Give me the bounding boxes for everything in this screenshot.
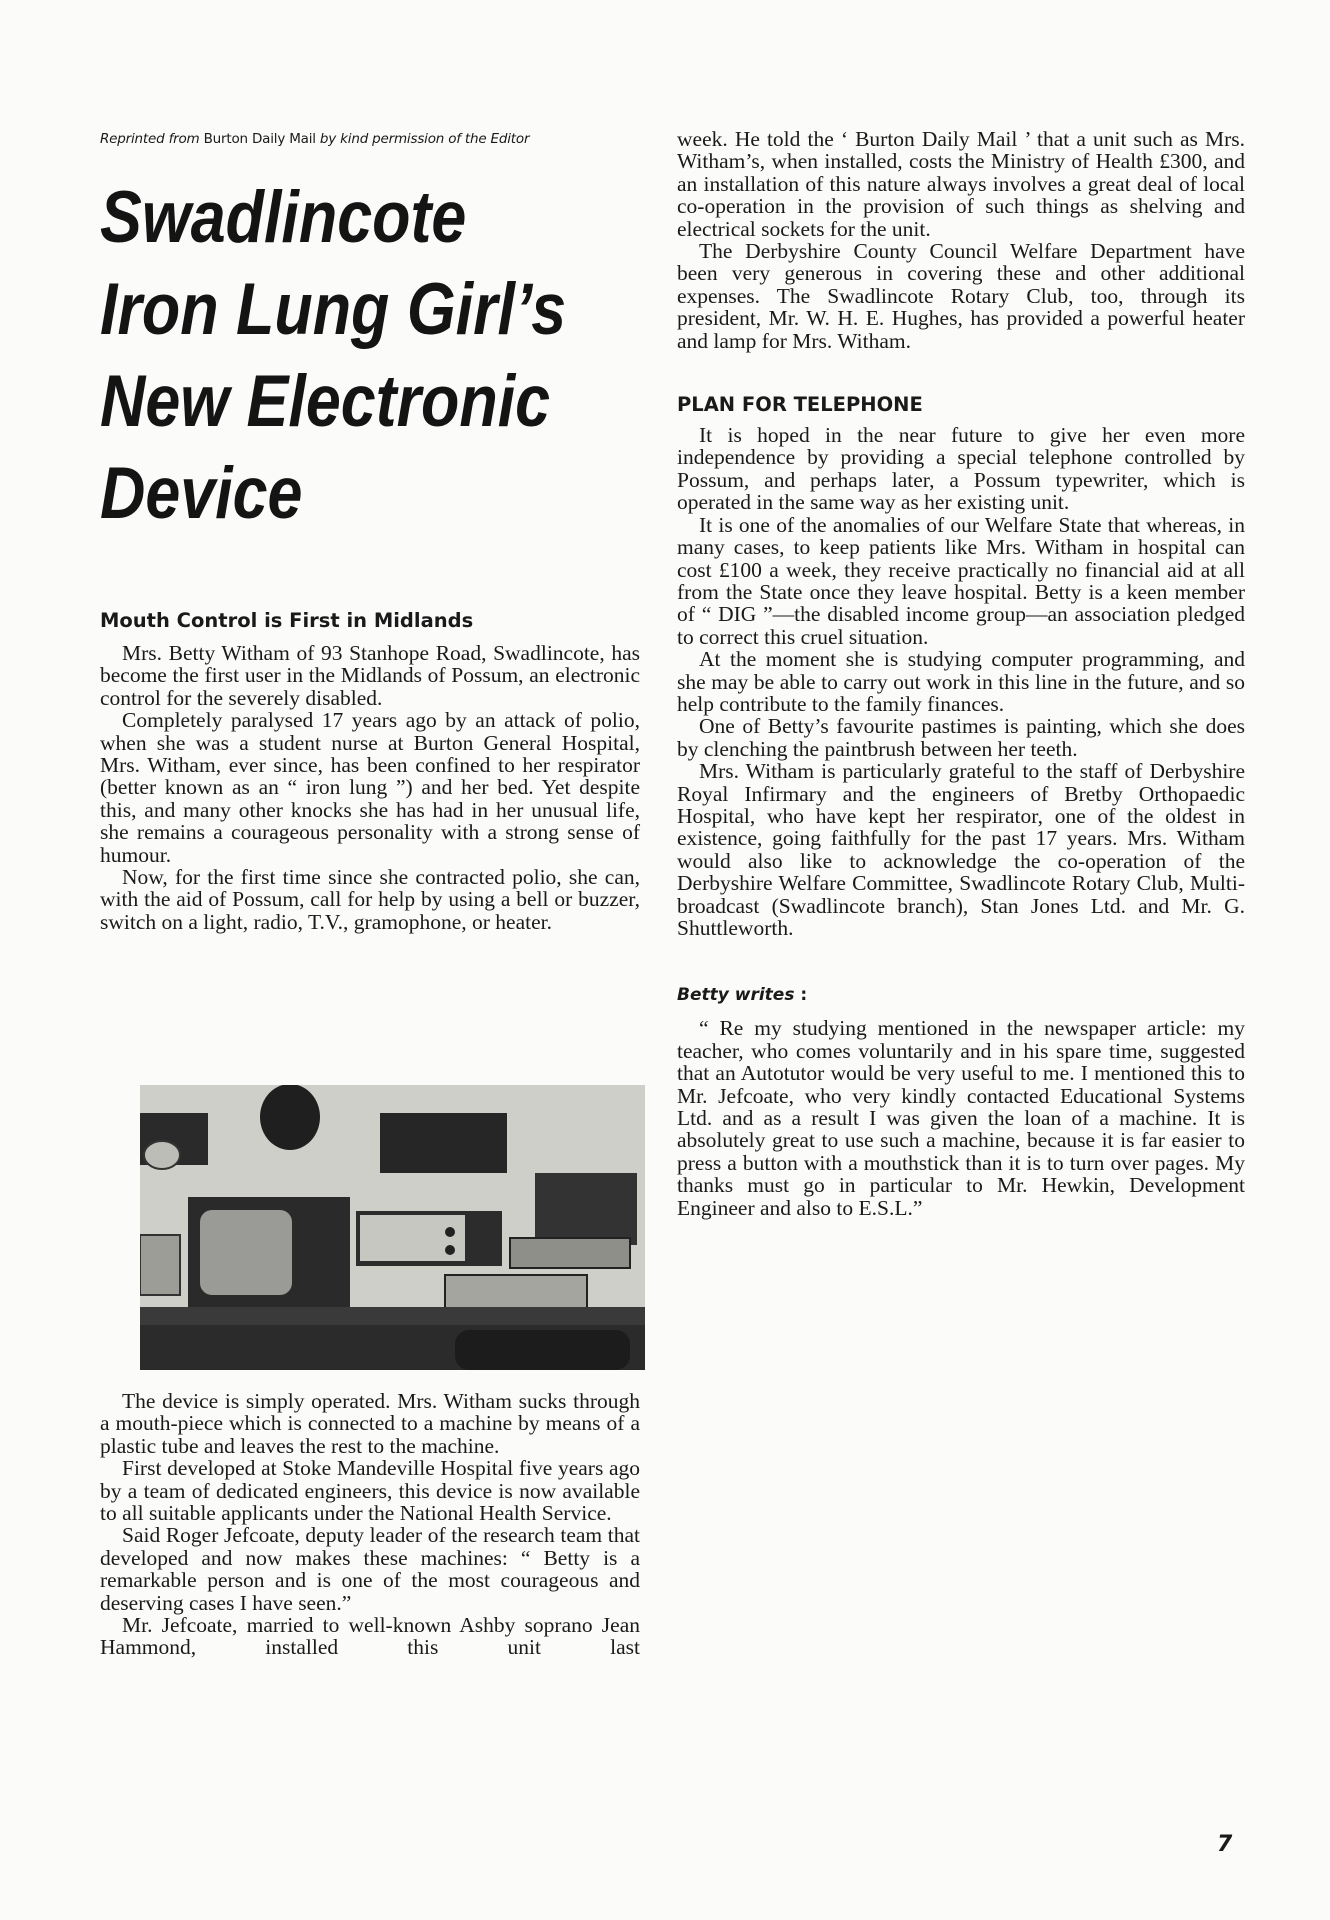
device-photo xyxy=(140,1085,645,1370)
paragraph: First developed at Stoke Mandeville Hospital five years ago by a team of dedicated engineers, this device is now available to all suitable applicants under the National Health Service. xyxy=(100,1456,640,1526)
paragraph: The device is simply operated. Mrs. Witham sucks through a mouth-piece which is connected to a machine by means of a plastic tube and leaves the rest to the machine. xyxy=(100,1389,640,1458)
paragraph: “ Re my studying mentioned in the newspaper article: my teacher, who comes voluntarily and in his spare time, suggested that an Autotutor would be very useful to me. I mentioned this to Mr. Jefcoate, who very kindly contacted Educational Systems Ltd. and as a result I was given the loan of a machine. It is absolutely great to use such a machine, because it is far easier to press a button with a mouthstick than it is to turn over pages. My thanks must go in particular to Mr. Hewkin, Development Engineer and also to E.S.L.” xyxy=(677,1016,1245,1220)
betty-quote xyxy=(677,1017,1245,1219)
paragraph: At the moment she is studying computer programming, and she may be able to carry out work in this line in the future, and so help contribute to the family finances. xyxy=(677,647,1245,716)
article-body-right-top xyxy=(677,128,1245,352)
paragraph: One of Betty’s favourite pastimes is painting, which she does by clenching the paintbrush between her teeth. xyxy=(677,714,1245,761)
paragraph: Said Roger Jefcoate, deputy leader of the research team that developed and now makes these machines: “ Betty is a remarkable person and is one of the most courageous and deserving cases I have seen.” xyxy=(100,1523,640,1615)
record-player-lid xyxy=(535,1173,637,1245)
paragraph: The Derbyshire County Council Welfare Department have been very generous in covering these and other additional expenses. The Swadlincote Rotary Club, too, through its president, Mr. W. H. E. Hughes, has provided a powerful heater and lamp for Mrs. Witham. xyxy=(677,239,1245,353)
article-body-left-bottom xyxy=(100,1390,640,1659)
section-heading: PLAN FOR TELEPHONE xyxy=(677,393,923,417)
article-body-left-top xyxy=(100,642,640,933)
lamp-shade xyxy=(144,1141,180,1169)
reprint-credit xyxy=(100,128,640,150)
wall-picture-right xyxy=(380,1113,507,1173)
right-column xyxy=(677,128,1245,1219)
credit-prefix: Reprinted from xyxy=(100,131,204,147)
subheading: Mouth Control is First in Midlands xyxy=(100,609,474,632)
paragraph: Now, for the first time since she contracted polio, she can, with the aid of Possum, call for help by using a bell or buzzer, switch on a light, radio, T.V., gramophone, or heater. xyxy=(100,865,640,934)
betty-writes-colon: : xyxy=(794,985,808,1006)
headline-line: Iron Lung Girl’s xyxy=(100,269,567,350)
headline-line: Swadlincote xyxy=(100,177,467,258)
left-column-bottom xyxy=(100,1390,640,1659)
paragraph: week. He told the ‘ Burton Daily Mail ’ that a unit such as Mrs. Witham’s, when installed, costs the Ministry of Health £300, and an installation of this nature always involves a great deal of local co-operation in the provision of such things as shelving and electrical sockets for the unit. xyxy=(677,127,1245,241)
betty-writes-label xyxy=(677,983,1245,1007)
paragraph: Mrs. Betty Witham of 93 Stanhope Road, Swadlincote, has become the first user in the Midlands of Possum, an electronic control for the severely disabled. xyxy=(100,641,640,710)
possum-control-box xyxy=(140,1235,180,1295)
headline xyxy=(100,172,567,540)
credit-suffix: by kind permission of the Editor xyxy=(315,131,530,147)
respirator xyxy=(455,1330,630,1370)
headline-line: Device xyxy=(100,453,303,534)
paragraph: Mrs. Witham is particularly grateful to the staff of Derbyshire Royal Infirmary and the engineers of Bretby Orthopaedic Hospital, who have kept her respirator, one of the oldest in existence, going faithfully for the past 17 years. Mrs. Witham would also like to acknowledge the co-operation of the Derbyshire Welfare Committee, Swadlincote Rotary Club, Multi-broadcast (Swadlincote branch), Stan Jones Ltd. and Mr. G. Shuttleworth. xyxy=(677,759,1245,940)
tv-screen xyxy=(200,1210,292,1295)
page-number: 7 xyxy=(1217,1832,1233,1857)
photo-illustration xyxy=(140,1085,645,1370)
paragraph: It is hoped in the near future to give her even more independence by providing a special telephone controlled by Possum, and perhaps later, a Possum typewriter, which is operated in the same way as her existing unit. xyxy=(677,423,1245,515)
table xyxy=(140,1307,645,1325)
paragraph: Mr. Jefcoate, married to well-known Ashby soprano Jean Hammond, installed this unit last xyxy=(100,1613,640,1660)
paragraph: It is one of the anomalies of our Welfare State that whereas, in many cases, to keep patients like Mrs. Witham in hospital can cost £100 a week, they receive practically no financial aid at all from the State once they leave hospital. Betty is a keen member of “ DIG ”—the disabled income group—an association pledged to correct this cruel situation. xyxy=(677,512,1245,649)
radio-knob xyxy=(445,1245,455,1255)
article-body-right-middle xyxy=(677,424,1245,939)
radio-knob xyxy=(445,1227,455,1237)
wall-plaque xyxy=(260,1085,320,1150)
credit-source: Burton Daily Mail xyxy=(203,131,316,147)
betty-writes-text: Betty writes xyxy=(677,985,795,1006)
heater xyxy=(445,1275,587,1310)
left-column xyxy=(100,128,640,933)
headline-line: New Electronic xyxy=(100,361,551,442)
paragraph: Completely paralysed 17 years ago by an attack of polio, when she was a student nurse at Burton General Hospital, Mrs. Witham, ever since, has been confined to her respirator (better known as an “ iron lung ”) and her bed. Yet despite this, and many other knocks she has had in her unusual life, she remains a courageous personality with a strong sense of humour. xyxy=(100,708,640,867)
record-player xyxy=(510,1238,630,1268)
